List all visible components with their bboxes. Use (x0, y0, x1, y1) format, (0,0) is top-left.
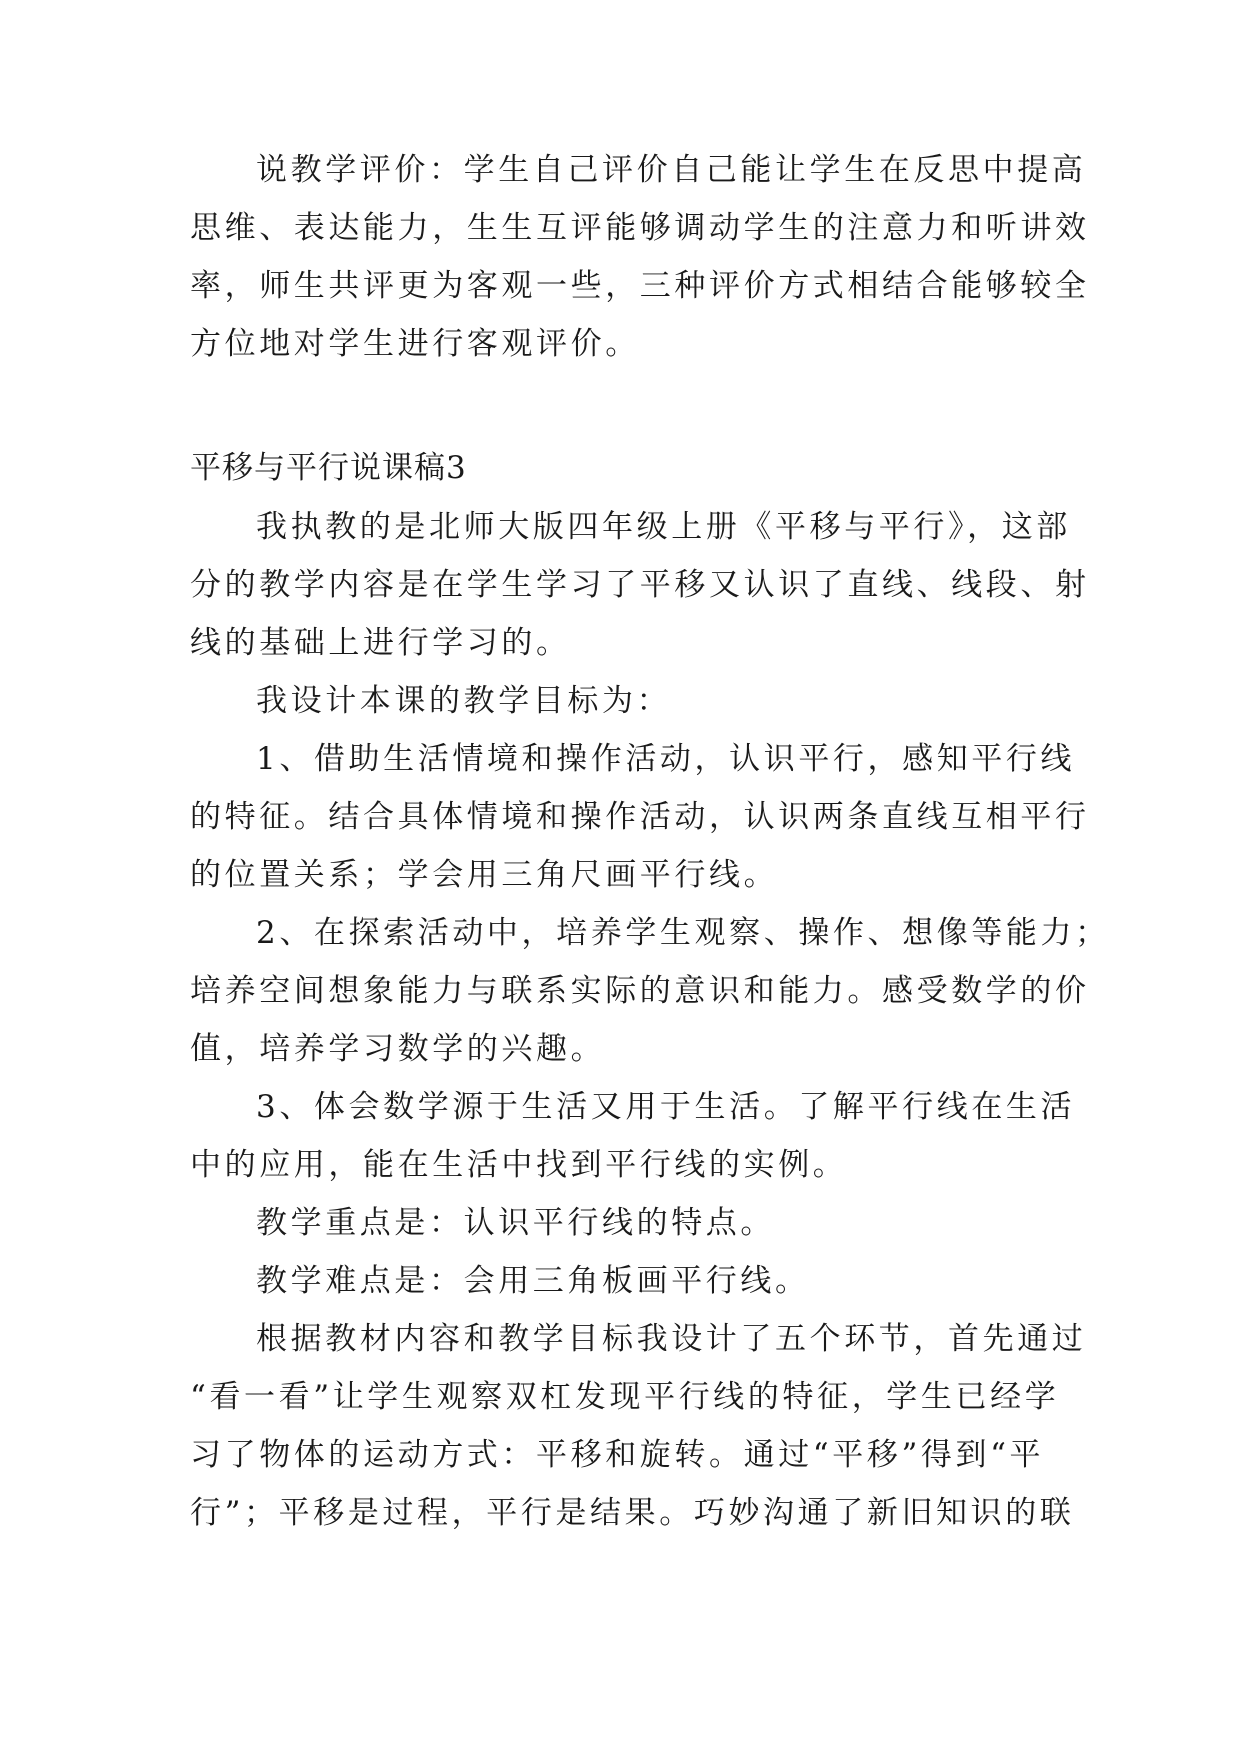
paragraph-line: 说教学评价：学生自己评价自己能让学生在反思中提高 (256, 152, 1087, 188)
paragraph-line: 值，培养学习数学的兴趣。 (190, 1031, 606, 1067)
paragraph-line: 分的教学内容是在学生学习了平移又认识了直线、线段、射 (190, 567, 1090, 603)
paragraph-line: 行”；平移是过程，平行是结果。巧妙沟通了新旧知识的联 (190, 1495, 1075, 1531)
paragraph-line: 3、体会数学源于生活又用于生活。了解平行线在生活 (256, 1089, 1076, 1125)
paragraph-line: 根据教材内容和教学目标我设计了五个环节，首先通过 (256, 1321, 1087, 1357)
paragraph-line: 2、在探索活动中，培养学生观察、操作、想像等能力； (256, 915, 1110, 951)
paragraph-line: 教学重点是：认识平行线的特点。 (256, 1205, 775, 1241)
paragraph-line: 培养空间想象能力与联系实际的意识和能力。感受数学的价 (190, 973, 1090, 1009)
paragraph-line: 方位地对学生进行客观评价。 (190, 326, 640, 362)
paragraph-line: 线的基础上进行学习的。 (190, 625, 571, 661)
paragraph-line: 中的应用，能在生活中找到平行线的实例。 (190, 1147, 848, 1183)
paragraph-line: 思维、表达能力，生生互评能够调动学生的注意力和听讲效 (190, 210, 1090, 246)
paragraph-line: 1、借助生活情境和操作活动，认识平行，感知平行线 (256, 741, 1076, 777)
paragraph-line: 我执教的是北师大版四年级上册《平移与平行》，这部 (256, 509, 1071, 545)
paragraph-line: 习了物体的运动方式：平移和旋转。通过“平移”得到“平 (190, 1437, 1045, 1473)
paragraph-line: 教学难点是：会用三角板画平行线。 (256, 1263, 810, 1299)
paragraph-line: 率，师生共评更为客观一些，三种评价方式相结合能够较全 (190, 268, 1090, 304)
paragraph-line: “看一看”让学生观察双杠发现平行线的特征，学生已经学 (190, 1379, 1060, 1415)
section-heading: 平移与平行说课稿3 (190, 450, 467, 486)
paragraph-line: 的位置关系；学会用三角尺画平行线。 (190, 857, 779, 893)
paragraph-line: 的特征。结合具体情境和操作活动，认识两条直线互相平行 (190, 799, 1090, 835)
paragraph-line: 我设计本课的教学目标为： (256, 683, 672, 719)
